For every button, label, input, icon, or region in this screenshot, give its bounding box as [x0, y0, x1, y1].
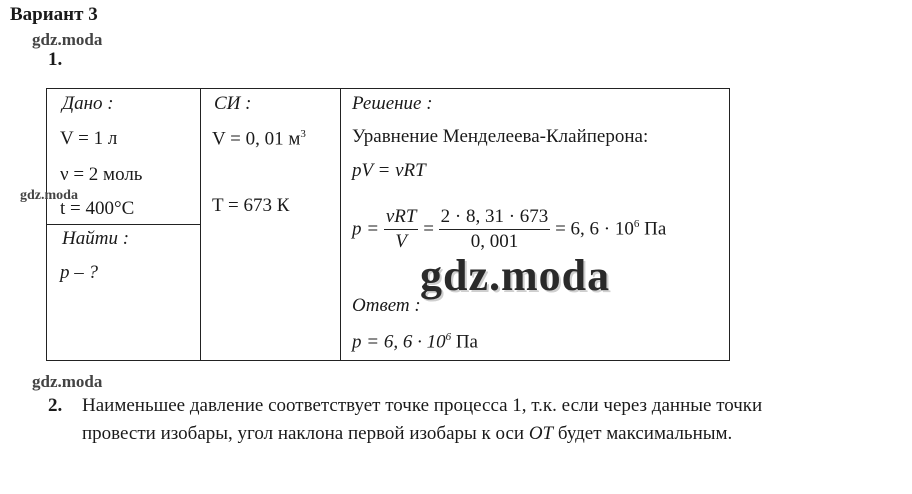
watermark: gdz.moda — [20, 188, 78, 203]
find-header: Найти : — [62, 228, 130, 249]
page-title: Вариант 3 — [10, 4, 98, 25]
given-temperature: t = 400°C — [60, 198, 135, 219]
si-volume-value: V = 0, 01 м — [212, 128, 301, 150]
equation-2-fraction-2 — [439, 205, 551, 254]
fraction-1-denominator: V — [395, 231, 407, 253]
solution-header: Решение : — [352, 93, 433, 114]
equation-2-lhs: p = — [352, 218, 380, 240]
table-border-bottom — [46, 360, 729, 361]
equation-2-fraction-1 — [384, 205, 419, 254]
answer-value: p = 6, 6 · 10 — [352, 331, 446, 353]
problem-1-number: 1. — [48, 49, 63, 70]
find-pressure: p – ? — [60, 262, 98, 283]
table-divider-2 — [340, 88, 341, 361]
answer-header: Ответ : — [352, 295, 421, 316]
table-border-right — [729, 88, 730, 361]
answer-unit: Па — [455, 331, 478, 353]
fraction-2-numerator: 2 · 8, 31 · 673 — [439, 205, 551, 230]
answer-exponent: 6 — [445, 331, 452, 343]
table-divider-given-find — [46, 224, 201, 225]
watermark: gdz.moda — [32, 30, 103, 49]
watermark-large: gdz.moda — [420, 251, 611, 300]
si-volume-exponent: 3 — [300, 128, 306, 140]
solution-law: Уравнение Менделеева-Клайперона: — [352, 126, 649, 147]
equation-2-unit: Па — [644, 218, 667, 240]
axis-label: OT — [528, 423, 554, 444]
table-border-top — [46, 88, 729, 89]
watermark: gdz.moda — [32, 372, 103, 391]
problem-2-line-1: Наименьшее давление соответствует точке процесса 1, т.к. если через данные точки — [82, 395, 763, 416]
solution-equation-1: pV = νRT — [352, 160, 426, 181]
equation-2-result: = 6, 6 · 10 — [555, 218, 634, 240]
given-header: Дано : — [62, 93, 114, 114]
fraction-2-denominator: 0, 001 — [470, 231, 519, 253]
equation-2-exponent: 6 — [633, 218, 640, 230]
problem-2-line-2 — [82, 420, 732, 448]
line-2-part-b: будет максимальным. — [553, 423, 733, 444]
fraction-1-numerator: νRT — [384, 205, 419, 230]
problem-2-number: 2. — [48, 395, 63, 416]
given-volume: V = 1 л — [60, 128, 118, 149]
equation-2-equals: = — [423, 218, 434, 240]
si-volume — [212, 128, 306, 150]
si-temperature: T = 673 К — [212, 195, 290, 216]
solution-equation-2 — [352, 194, 666, 254]
si-header: СИ : — [214, 93, 252, 114]
line-2-part-a: провести изобары, угол наклона первой изобары к оси — [82, 423, 529, 444]
given-amount: ν = 2 моль — [60, 164, 143, 185]
answer — [352, 331, 478, 353]
